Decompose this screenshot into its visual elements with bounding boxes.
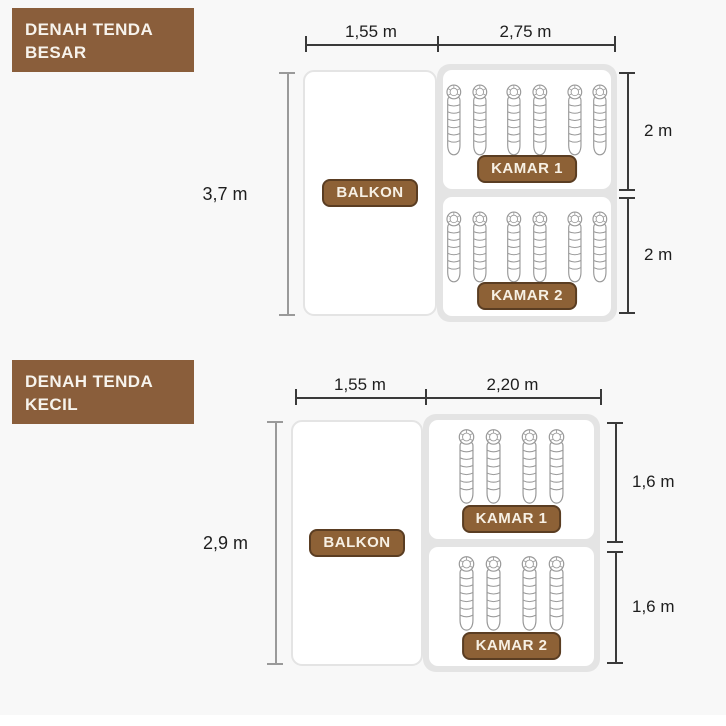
sleeping-bag-icon [503, 79, 525, 162]
sleeping-bag-icon [529, 206, 551, 289]
kamar-container [423, 414, 600, 672]
dim-tick [295, 389, 297, 405]
sleeping-bag-icon [518, 556, 541, 632]
kamar2-badge: KAMAR 2 [477, 282, 577, 310]
dim-cap [607, 662, 623, 664]
dim-line-top [305, 44, 614, 46]
dim-width-balkon: 1,55 m [345, 22, 397, 41]
sleeping-bag-icon [589, 79, 611, 162]
dim-tick [425, 389, 427, 405]
sleeping-bag-icon [545, 556, 568, 632]
dim-height-total: 3,7 m [202, 184, 248, 204]
balkon-room [291, 420, 423, 666]
kamar2-badge: KAMAR 2 [462, 632, 562, 660]
kamar2-room [429, 547, 594, 666]
sleeping-bag-icon [529, 79, 551, 162]
dim-cap [267, 663, 283, 665]
footer-strip [0, 715, 726, 726]
kamar1-room [443, 70, 611, 189]
dim-cap [607, 541, 623, 543]
dim-cap [279, 72, 295, 74]
sleeping-bag-icon [443, 79, 465, 162]
dim-cap [619, 72, 635, 74]
dim-height-kamar2: 1,6 m [632, 597, 675, 616]
sleeping-bags-row [443, 206, 611, 289]
dim-tick [305, 36, 307, 52]
dim-width-balkon: 1,55 m [334, 375, 386, 394]
dim-line-left [275, 422, 277, 664]
sleeping-bags-row [429, 429, 594, 505]
dim-cap [279, 314, 295, 316]
dim-cap [619, 312, 635, 314]
sleeping-bag-icon [589, 206, 611, 289]
dim-line-top [295, 397, 600, 399]
section-title-kecil: DENAH TENDA KECIL [12, 360, 194, 424]
kamar2-room [443, 197, 611, 316]
dim-height-kamar1: 2 m [644, 121, 673, 140]
dim-cap [619, 189, 635, 191]
dim-cap [619, 197, 635, 199]
sleeping-bag-icon [469, 79, 491, 162]
kamar1-badge: KAMAR 1 [477, 155, 577, 183]
dim-width-kamar: 2,75 m [499, 22, 552, 41]
sleeping-bag-icon [545, 429, 568, 505]
dim-cap [267, 421, 283, 423]
dim-height-kamar2: 2 m [644, 245, 673, 264]
kamar-container [437, 64, 617, 322]
dim-line-right-kamar1 [615, 423, 617, 542]
dim-cap [607, 551, 623, 553]
sleeping-bag-icon [455, 556, 478, 632]
sleeping-bag-icon [564, 79, 586, 162]
sleeping-bag-icon [482, 429, 505, 505]
balkon-room [303, 70, 437, 316]
balkon-badge: BALKON [309, 529, 404, 557]
dim-line-right-kamar2 [627, 198, 629, 313]
dim-line-right-kamar2 [615, 552, 617, 663]
dim-line-left [287, 73, 289, 315]
balkon-badge: BALKON [322, 179, 417, 207]
sleeping-bag-icon [518, 429, 541, 505]
sleeping-bag-icon [503, 206, 525, 289]
sleeping-bag-icon [564, 206, 586, 289]
sleeping-bag-icon [455, 429, 478, 505]
dim-line-right-kamar1 [627, 73, 629, 190]
dim-tick [614, 36, 616, 52]
dim-tick [600, 389, 602, 405]
sleeping-bag-icon [469, 206, 491, 289]
dim-height-total: 2,9 m [202, 533, 249, 553]
sleeping-bags-row [429, 556, 594, 632]
sleeping-bags-row [443, 79, 611, 162]
dim-width-kamar: 2,20 m [486, 375, 539, 394]
kamar1-badge: KAMAR 1 [462, 505, 562, 533]
dim-cap [607, 422, 623, 424]
dim-height-kamar1: 1,6 m [632, 472, 675, 491]
section-title-besar: DENAH TENDA BESAR [12, 8, 194, 72]
dim-tick [437, 36, 439, 52]
kamar1-room [429, 420, 594, 539]
sleeping-bag-icon [443, 206, 465, 289]
sleeping-bag-icon [482, 556, 505, 632]
